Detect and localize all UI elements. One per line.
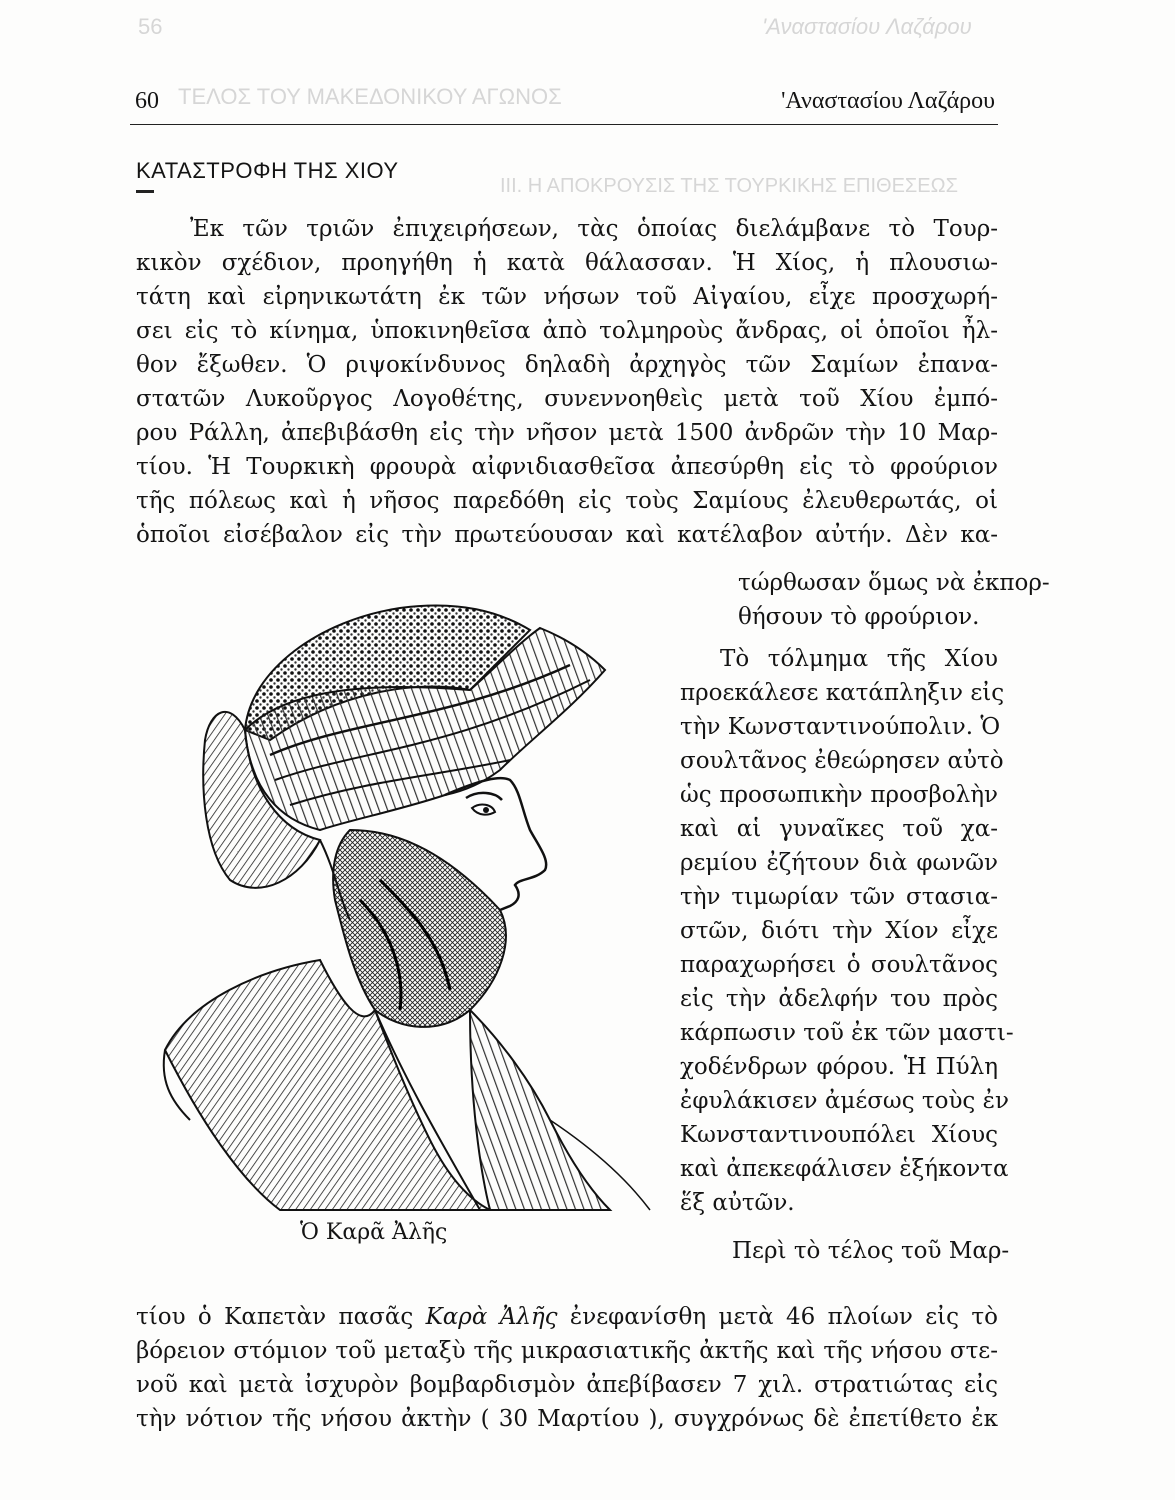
paragraph-line: τῆς πόλεως καὶ ἡ νῆσος παρεδόθη εἰς τοὺς Σαμίους ἐλευθερωτάς, οἱ: [136, 488, 998, 514]
paragraph-line: Ἐκ τῶν τριῶν ἐπιχειρήσεων, τὰς ὁποίας διελάμβανε τὸ Τουρ-: [190, 216, 998, 242]
figure-caption: Ὁ Καρᾶ Ἀλῆς: [300, 1220, 448, 1245]
section-title: ΚΑΤΑΣΤΡΟΦΗ ΤΗΣ ΧΙΟΥ: [136, 158, 399, 183]
paragraph-line: βόρειον στόμιον τοῦ μεταξὺ τῆς μικρασιατικῆς ἀκτῆς καὶ τῆς νήσου στε-: [136, 1338, 998, 1364]
bleed-section: ΙΙΙ. Η ΑΠΟΚΡΟΥΣΙΣ ΤΗΣ ΤΟΥΡΚΙΚΗΣ ΕΠΙΘΕΣΕΩΣ: [500, 175, 958, 197]
paragraph-line: σει εἰς τὸ κίνημα, ὑποκινηθεῖσα ἀπὸ τολμηροὺς ἄνδρας, οἱ ὁποῖοι ἦλ-: [136, 318, 998, 344]
paragraph-line: ρου Ράλλη, ἀπεβιβάσθη εἰς τὴν νῆσον μετὰ 1500 ἀνδρῶν τὴν 10 Μαρ-: [136, 420, 998, 446]
paragraph-line: εἰς τὴν ἀδελφήν του πρὸς: [680, 986, 998, 1012]
paragraph-line: Περὶ τὸ τέλος τοῦ Μαρ-: [732, 1238, 1010, 1264]
karali-name: Καρὰ Ἀλῆς: [425, 1304, 558, 1330]
paragraph-line: τὴν Κωνσταντινούπολιν. Ὁ: [680, 714, 1001, 740]
paragraph-line: ὡς προσωπικὴν προσβολὴν: [680, 782, 998, 808]
paragraph-line: προεκάλεσε κατάπληξιν εἰς: [680, 680, 1005, 706]
paragraph-line: τίου ὁ Καπετὰν πασᾶς Καρὰ Ἀλῆς ἐνεφανίσθη μετὰ 46 πλοίων εἰς τὸ: [136, 1304, 998, 1330]
paragraph-line: ἐφυλάκισεν ἀμέσως τοὺς ἐν: [680, 1088, 1009, 1114]
paragraph-line: Κωνσταντινουπόλει Χίους: [680, 1122, 998, 1148]
title-dash: [136, 190, 154, 193]
paragraph-line: θον ἔξωθεν. Ὁ ριψοκίνδυνος δηλαδὴ ἀρχηγὸς τῶν Σαμίων ἐπανα-: [136, 352, 998, 378]
beard: [333, 830, 506, 1027]
paragraph-line: ἕξ αὐτῶν.: [680, 1190, 795, 1216]
running-head: 'Αναστασίου Λαζάρου: [781, 88, 995, 114]
paragraph-line: κάρπωσιν τοῦ ἐκ τῶν μαστι-: [680, 1020, 1014, 1046]
paragraph-line: τώρθωσαν ὅμως νὰ ἐκπορ-: [738, 570, 1050, 596]
paragraph-line: τὴν τιμωρίαν τῶν στασια-: [680, 884, 998, 910]
paragraph-line: θήσουν τὸ φρούριον.: [738, 604, 980, 630]
paragraph-line: τίου. Ἡ Τουρκικὴ φρουρὰ αἰφνιδιασθεῖσα ἀπεσύρθη εἰς τὸ φρούριον: [136, 454, 998, 480]
header-rule: [130, 124, 998, 125]
paragraph-line: στῶν, διότι τὴν Χίον εἶχε: [680, 918, 998, 944]
paragraph-line: τάτη καὶ εἰρηνικωτάτη ἐκ τῶν νήσων τοῦ Αἰγαίου, εἶχε προσχωρή-: [136, 284, 998, 310]
paragraph-line: καὶ ἀπεκεφάλισεν ἑξήκοντα: [680, 1156, 1009, 1182]
bleed-page-number: 56: [138, 14, 163, 39]
paragraph-line: σουλτᾶνος ἐθεώρησεν αὐτὸ: [680, 748, 1004, 774]
paragraph-line: ὁποῖοι εἰσέβαλον εἰς τὴν πρωτεύουσαν καὶ κατέλαβον αὐτήν. Δὲν κα-: [136, 522, 998, 548]
paragraph-line: ρεμίου ἐζήτουν διὰ φωνῶν: [680, 850, 998, 876]
paragraph-line: καὶ αἱ γυναῖκες τοῦ χα-: [680, 816, 998, 842]
paragraph-line: παραχωρήσει ὁ σουλτᾶνος: [680, 952, 998, 978]
page-number: 60: [135, 88, 159, 114]
paragraph-line: Τὸ τόλμημα τῆς Χίου: [720, 646, 998, 672]
paragraph-line: χοδένδρων φόρου. Ἡ Πύλη: [680, 1054, 998, 1080]
bleed-running-head: 'Αναστασίου Λαζάρου: [762, 14, 972, 39]
paragraph-line: στατῶν Λυκοῦργος Λογοθέτης, συνεννοηθεὶς μετὰ τοῦ Χίου ἐμπό-: [136, 386, 998, 412]
bleed-heading: ΤΕΛΟΣ ΤΟΥ ΜΑΚΕΔΟΝΙΚΟΥ ΑΓΩΝΟΣ: [178, 84, 562, 109]
portrait-illustration: [150, 580, 670, 1220]
paragraph-line: κικὸν σχέδιον, προηγήθη ἡ κατὰ θάλασσαν. Ἡ Χίος, ἡ πλουσιω-: [136, 250, 998, 276]
page-header: [135, 88, 995, 122]
paragraph-line: τὴν νότιον τῆς νήσου ἀκτὴν ( 30 Μαρτίου ), συγχρόνως δὲ ἐπετίθετο ἐκ: [136, 1406, 998, 1432]
paragraph-line: νοῦ καὶ μετὰ ἰσχυρὸν βομβαρδισμὸν ἀπεβίβασεν 7 χιλ. στρατιώτας εἰς: [136, 1372, 998, 1398]
